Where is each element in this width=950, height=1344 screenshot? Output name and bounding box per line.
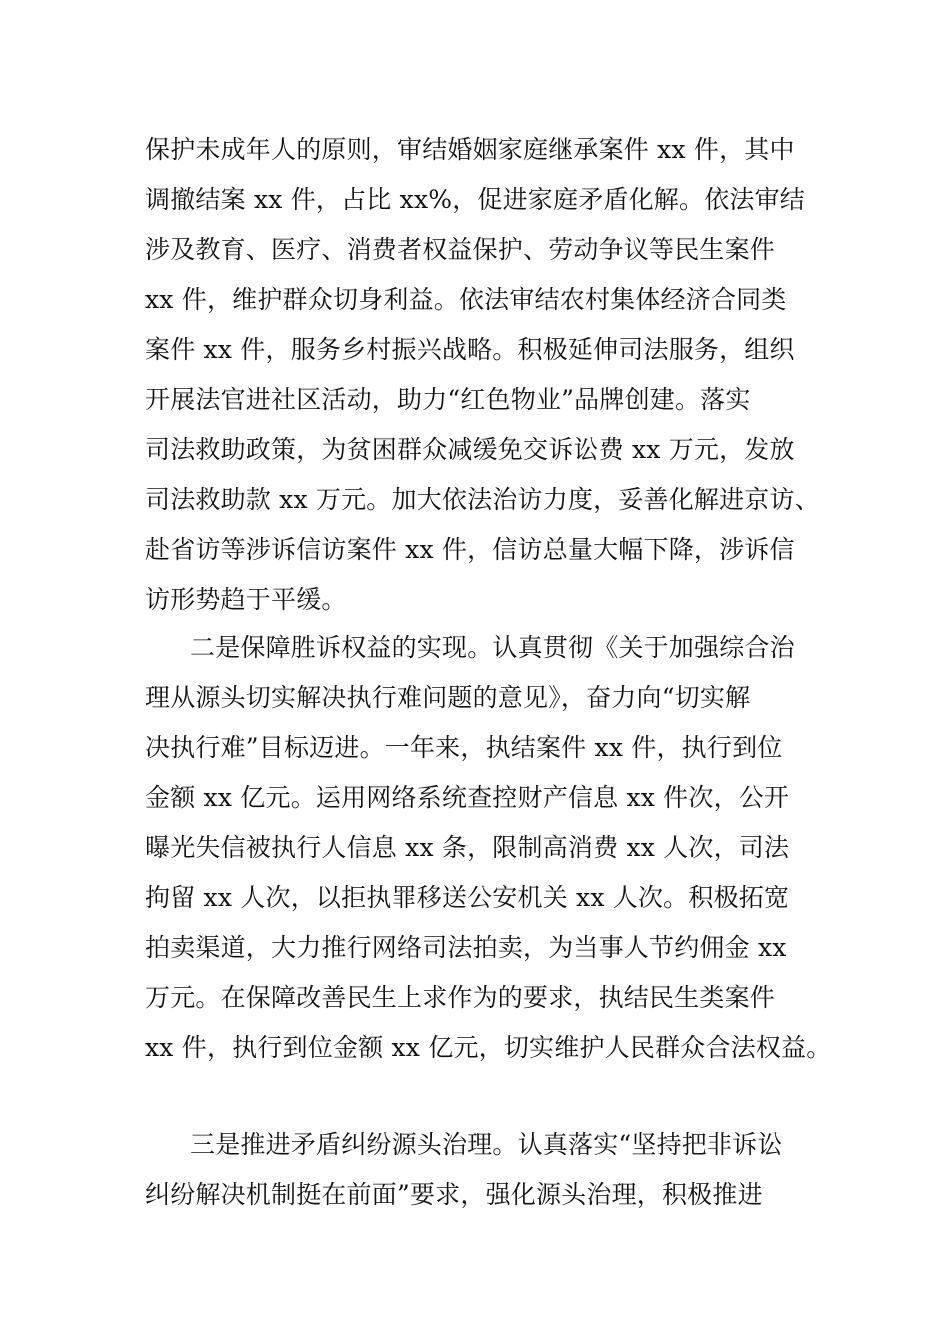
text-line: 司法救助政策，为贫困群众减缓免交诉讼费 xx 万元，发放 <box>145 435 795 464</box>
text-line: 司法救助款 xx 万元。加大依法治访力度，妥善化解进京访、 <box>145 485 820 514</box>
text-line: xx 件，执行到位金额 xx 亿元，切实维护人民群众合法权益。 <box>145 1033 832 1062</box>
text-line: 三是推进矛盾纠纷源头治理。认真落实“坚持把非诉讼 <box>190 1130 783 1159</box>
text-line: 拍卖渠道，大力推行网络司法拍卖，为当事人节约佣金 xx <box>145 933 787 962</box>
text-line: 纠纷解决机制挺在前面”要求，强化源头治理，积极推进 <box>145 1180 763 1209</box>
text-line: 曝光失信被执行人信息 xx 条，限制高消费 xx 人次，司法 <box>145 833 790 862</box>
text-line: 保护未成年人的原则，审结婚姻家庭继承案件 xx 件，其中 <box>145 135 795 164</box>
text-line: 开展法官进社区活动，助力“红色物业”品牌创建。落实 <box>145 385 751 414</box>
text-line: 金额 xx 亿元。运用网络系统查控财产信息 xx 件次，公开 <box>145 783 790 812</box>
text-line: 万元。在保障改善民生上求作为的要求，执结民生类案件 <box>145 983 776 1012</box>
text-line: 案件 xx 件，服务乡村振兴战略。积极延伸司法服务，组织 <box>145 335 795 364</box>
text-line: 拘留 xx 人次，以拒执罪移送公安机关 xx 人次。积极拓宽 <box>145 883 790 912</box>
text-line: 决执行难”目标迈进。一年来，执结案件 xx 件，执行到位 <box>145 733 783 762</box>
text-line: 二是保障胜诉权益的实现。认真贯彻《关于加强综合治 <box>190 633 795 662</box>
text-line: 理从源头切实解决执行难问题的意见》，奋力向“切实解 <box>145 683 751 712</box>
text-line: xx 件，维护群众切身利益。依法审结农村集体经济合同类 <box>145 285 787 314</box>
text-line: 赴省访等涉诉信访案件 xx 件，信访总量大幅下降，涉诉信 <box>145 535 795 564</box>
text-line: 调撤结案 xx 件，占比 xx%，促进家庭矛盾化解。依法审结 <box>145 185 805 214</box>
text-line: 涉及教育、医疗、消费者权益保护、劳动争议等民生案件 <box>145 235 776 264</box>
text-line: 访形势趋于平缓。 <box>145 585 347 614</box>
